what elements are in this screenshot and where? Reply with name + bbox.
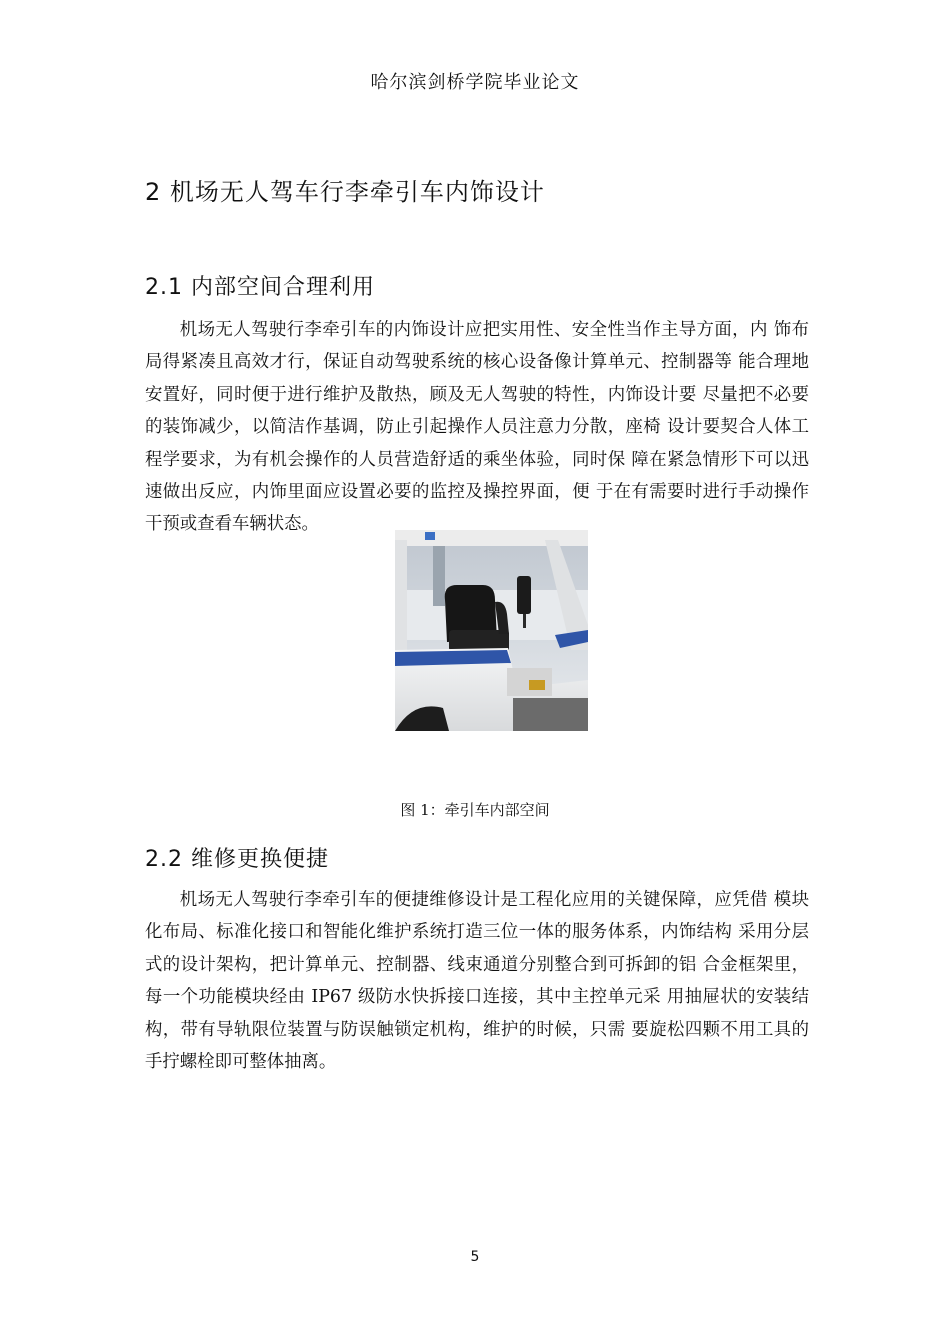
vehicle-interior-photo <box>395 530 588 731</box>
paragraph-text: 机场无人驾驶行李牵引车的便捷维修设计是工程化应用的关键保障，应凭借 模块化布局、标准化接口和智能化维护系统打造三位一体的服务体系，内饰结构 采用分层式的设计架构，把计算单元、控制器、线束通道分别整合到可拆卸的铝 合金框架里，每一个功能模块经由 IP67 级防水快拆接口连接，其中主控单元采 用抽屉状的安装结构，带有导轨限位装置与防误触锁定机构，维护的时候，只需 要旋松四颗不用工具的手拧螺栓即可整体抽离。 <box>145 890 809 1073</box>
page-header: 哈尔滨剑桥学院毕业论文 <box>370 72 580 93</box>
chapter-title: 2 机场无人驾车行李牵引车内饰设计 <box>145 178 545 206</box>
section-title-2-1: 2.1 内部空间合理利用 <box>145 275 375 300</box>
section-2-2-paragraph <box>145 884 809 1078</box>
page-number: 5 <box>470 1249 480 1265</box>
section-2-1-paragraph <box>145 314 809 541</box>
figure-tractor-interior <box>395 530 588 731</box>
figure-caption: 图 1：牵引车内部空间 <box>400 801 550 819</box>
paragraph-text: 机场无人驾驶行李牵引车的内饰设计应把实用性、安全性当作主导方面，内 饰布局得紧凑且高效才行，保证自动驾驶系统的核心设备像计算单元、控制器等 能合理地安置好，同时便于进行维护及散热，顾及无人驾驶的特性，内饰设计要 尽量把不必要的装饰减少，以简洁作基调，防止引起操作人员注意力分散，座椅 设计要契合人体工程学要求，为有机会操作的人员营造舒适的乘坐体验，同时保 障在紧急情形下可以迅速做出反应，内饰里面应设置必要的监控及操控界面，便 于在有需要时进行手动操作干预或查看车辆状态。 <box>145 320 809 535</box>
section-title-2-2: 2.2 维修更换便捷 <box>145 847 329 872</box>
